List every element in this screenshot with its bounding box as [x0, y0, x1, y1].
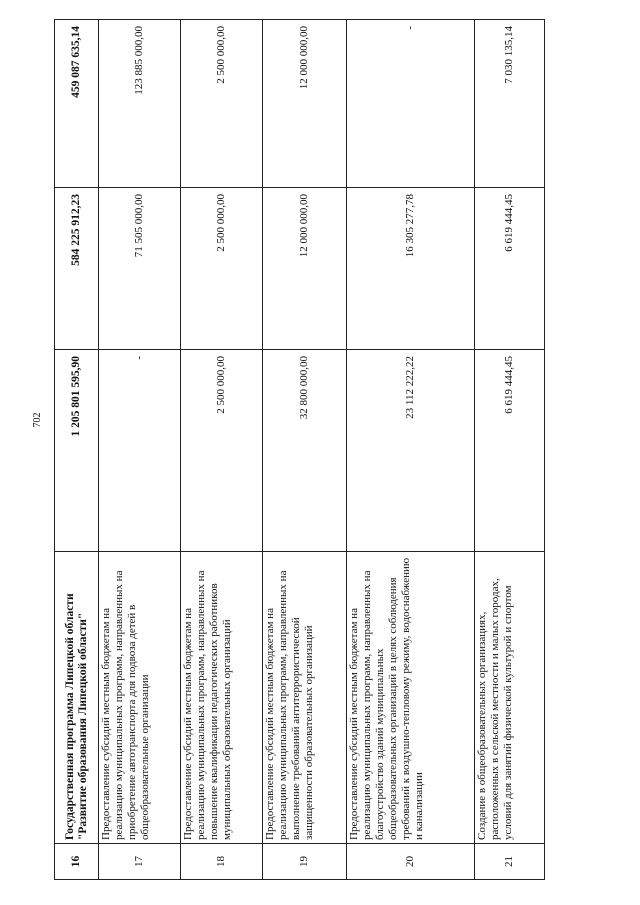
program-value-2: 584 225 912,23	[55, 188, 99, 350]
table-row	[181, 20, 263, 880]
row-description: Предоставление субсидий местным бюджетам на реализацию муниципальных программ, направленных на благоустройство зданий муниципальных общеобразовательных организаций в целях соблюдения требований к воздушно-тепловому режиму, водоснабжению и канализации	[347, 552, 475, 844]
row-value-2: 12 000 000,00	[263, 188, 347, 350]
table-row	[475, 20, 545, 880]
row-value-2: 6 619 444,45	[475, 188, 545, 350]
row-value-3: -	[347, 20, 475, 188]
table-row	[263, 20, 347, 880]
row-value-1: 23 112 222,22	[347, 350, 475, 552]
row-value-2: 16 305 277,78	[347, 188, 475, 350]
table-row	[99, 20, 181, 880]
row-value-1: 2 500 000,00	[181, 350, 263, 552]
row-description: Создание в общеобразовательных организациях, расположенных в сельской местности и малых городах, условий для занятий физической культурой и спортом	[475, 552, 545, 844]
row-number: 18	[181, 844, 263, 880]
row-number: 19	[263, 844, 347, 880]
row-value-1: 32 800 000,00	[263, 350, 347, 552]
row-number: 21	[475, 844, 545, 880]
row-value-3: 123 885 000,00	[99, 20, 181, 188]
program-value-1: 1 205 801 595,90	[55, 350, 99, 552]
row-description: Предоставление субсидий местным бюджетам на реализацию муниципальных программ, направленных на выполнение требований антитеррористической защищенности образовательных организаций	[263, 552, 347, 844]
row-value-3: 7 030 135,14	[475, 20, 545, 188]
row-number: 16	[55, 844, 99, 880]
table-row	[347, 20, 475, 880]
row-number: 17	[99, 844, 181, 880]
row-number: 20	[347, 844, 475, 880]
row-description: Предоставление субсидий местным бюджетам на реализацию муниципальных программ, направленных на приобретение автотранспорта для подвоза детей в общеобразовательные организации	[99, 552, 181, 844]
budget-table	[54, 19, 545, 880]
row-value-3: 12 000 000,00	[263, 20, 347, 188]
row-description: Предоставление субсидий местным бюджетам на реализацию муниципальных программ, направленных на повышение квалификации педагогических работников муниципальных образовательных организаций	[181, 552, 263, 844]
program-value-3: 459 087 635,14	[55, 20, 99, 188]
program-title: Государственная программа Липецкой области "Развитие образования Липецкой области"	[55, 552, 99, 844]
page-number: 702	[32, 412, 43, 428]
row-value-1: 6 619 444,45	[475, 350, 545, 552]
rotated-page	[32, 20, 552, 880]
row-value-1: -	[99, 350, 181, 552]
row-value-2: 71 505 000,00	[99, 188, 181, 350]
row-value-3: 2 500 000,00	[181, 20, 263, 188]
program-row	[55, 20, 99, 880]
row-value-2: 2 500 000,00	[181, 188, 263, 350]
